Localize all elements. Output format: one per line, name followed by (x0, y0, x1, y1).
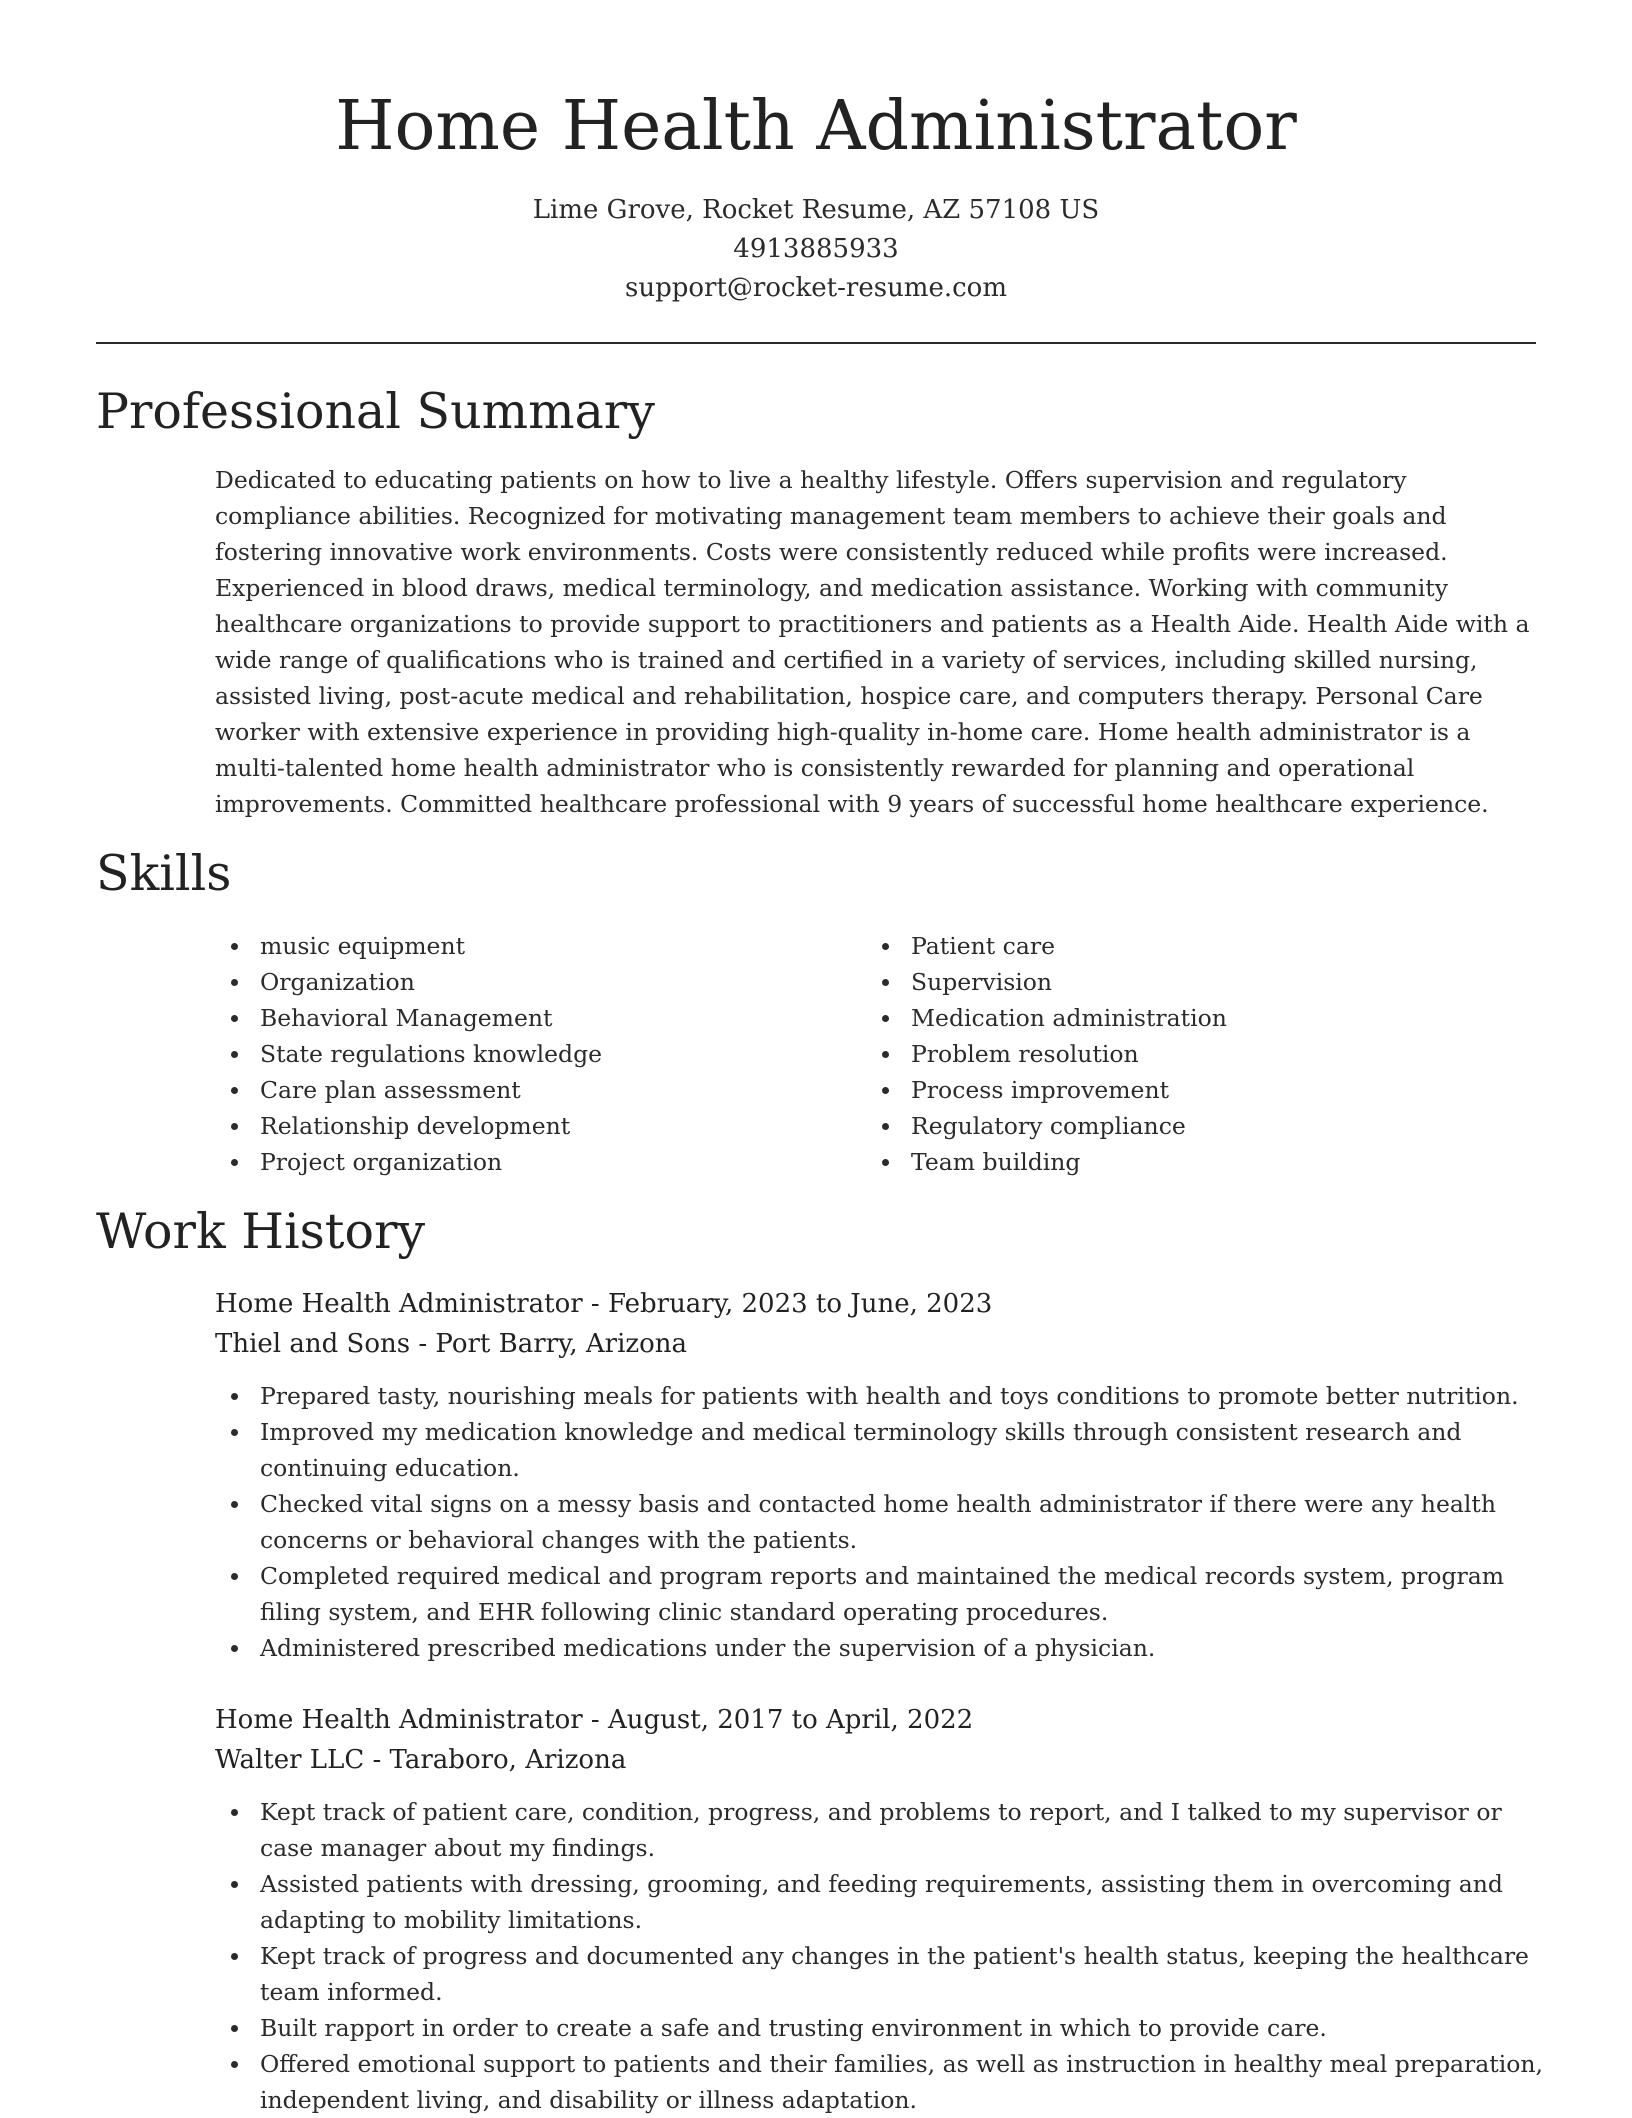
summary-text: Dedicated to educating patients on how to live a healthy lifestyle. Offers supervision and regulatory compliance abilities. Recognized for motivating management team members to achieve their goals and fostering innovative work environments. Costs were consistently reduced while profits were increased. Experienced in blood draws, medical terminology, and medication assistance. Working with community healthcare organizations to provide support to practitioners and patients as a Health Aide. Health Aide with a wide range of qualifications who is trained and certified in a variety of services, including skilled nursing, assisted living, post-acute medical and rehabilitation, hospice care, and computers therapy. Personal Care worker with extensive experience in providing high-quality in-home care. Home health administrator is a multi-talented home health administrator who is consistently rewarded for planning and operational improvements. Committed healthcare professional with 9 years of successful home healthcare experience. (215, 466, 1530, 818)
job-duty-item: Offered emotional support to patients and their families, as well as instruction in healthy meal preparation, independent living, and disability or illness adaptation. (215, 2046, 1545, 2118)
skill-item: Process improvement (866, 1072, 1486, 1108)
job-location: - Taraboro, Arizona (364, 1745, 627, 1775)
job-dates: - August, 2017 to April, 2022 (582, 1705, 974, 1735)
contact-email: support@rocket-resume.com (624, 273, 1007, 303)
job-duty-item: Prepared tasty, nourishing meals for patients with health and toys conditions to promote better nutrition. (215, 1378, 1545, 1414)
skill-item: Behavioral Management (215, 1000, 835, 1036)
job-duty-item: Assisted patients with dressing, grooming, and feeding requirements, assisting them in overcoming and adapting to mobility limitations. (215, 1866, 1545, 1938)
candidate-name: Home Health Administrator (335, 87, 1297, 166)
skill-item: Organization (215, 964, 835, 1000)
skill-item: Medication administration (866, 1000, 1486, 1036)
job-title-line (215, 1284, 992, 1324)
skill-item: music equipment (215, 928, 835, 964)
skill-item: Supervision (866, 964, 1486, 1000)
job-duties-list (215, 1378, 1545, 1666)
skill-item: Team building (866, 1144, 1486, 1180)
job-duty-item: Completed required medical and program reports and maintained the medical records system, program filing system, and EHR following clinic standard operating procedures. (215, 1558, 1545, 1630)
job-duty-item: Kept track of progress and documented any changes in the patient's health status, keeping the healthcare team informed. (215, 1938, 1545, 2010)
skills-heading: Skills (96, 845, 232, 902)
job-employer: Walter LLC (215, 1745, 365, 1775)
skill-item: Regulatory compliance (866, 1108, 1486, 1144)
skills-list-right (866, 928, 1486, 1180)
job-title-line (215, 1700, 973, 1740)
job-duty-item: Improved my medication knowledge and medical terminology skills through consistent research and continuing education. (215, 1414, 1545, 1486)
job-employer-line (215, 1324, 687, 1364)
job-title: Home Health Administrator (215, 1289, 583, 1319)
skill-item: Relationship development (215, 1108, 835, 1144)
job-duty-item: Built rapport in order to create a safe and trusting environment in which to provide care. (215, 2010, 1545, 2046)
skill-item: Problem resolution (866, 1036, 1486, 1072)
job-duty-item: Kept track of patient care, condition, progress, and problems to report, and I talked to my supervisor or case manager about my findings. (215, 1794, 1545, 1866)
contact-address: Lime Grove, Rocket Resume, AZ 57108 US (532, 195, 1100, 225)
job-dates: - February, 2023 to June, 2023 (582, 1289, 993, 1319)
job-duty-item: Administered prescribed medications under the supervision of a physician. (215, 1630, 1545, 1666)
job-employer: Thiel and Sons (215, 1329, 411, 1359)
job-location: - Port Barry, Arizona (410, 1329, 687, 1359)
job-title: Home Health Administrator (215, 1705, 583, 1735)
job-duty-item: Checked vital signs on a messy basis and contacted home health administrator if there were any health concerns or behavioral changes with the patients. (215, 1486, 1545, 1558)
header-divider (96, 342, 1536, 344)
job-employer-line (215, 1740, 626, 1780)
skill-item: Project organization (215, 1144, 835, 1180)
skills-list-left (215, 928, 835, 1180)
contact-phone: 4913885933 (733, 234, 899, 264)
work-history-heading: Work History (96, 1203, 426, 1260)
skill-item: Patient care (866, 928, 1486, 964)
summary-heading: Professional Summary (96, 383, 655, 440)
skill-item: State regulations knowledge (215, 1036, 835, 1072)
skill-item: Care plan assessment (215, 1072, 835, 1108)
job-duties-list (215, 1794, 1545, 2118)
